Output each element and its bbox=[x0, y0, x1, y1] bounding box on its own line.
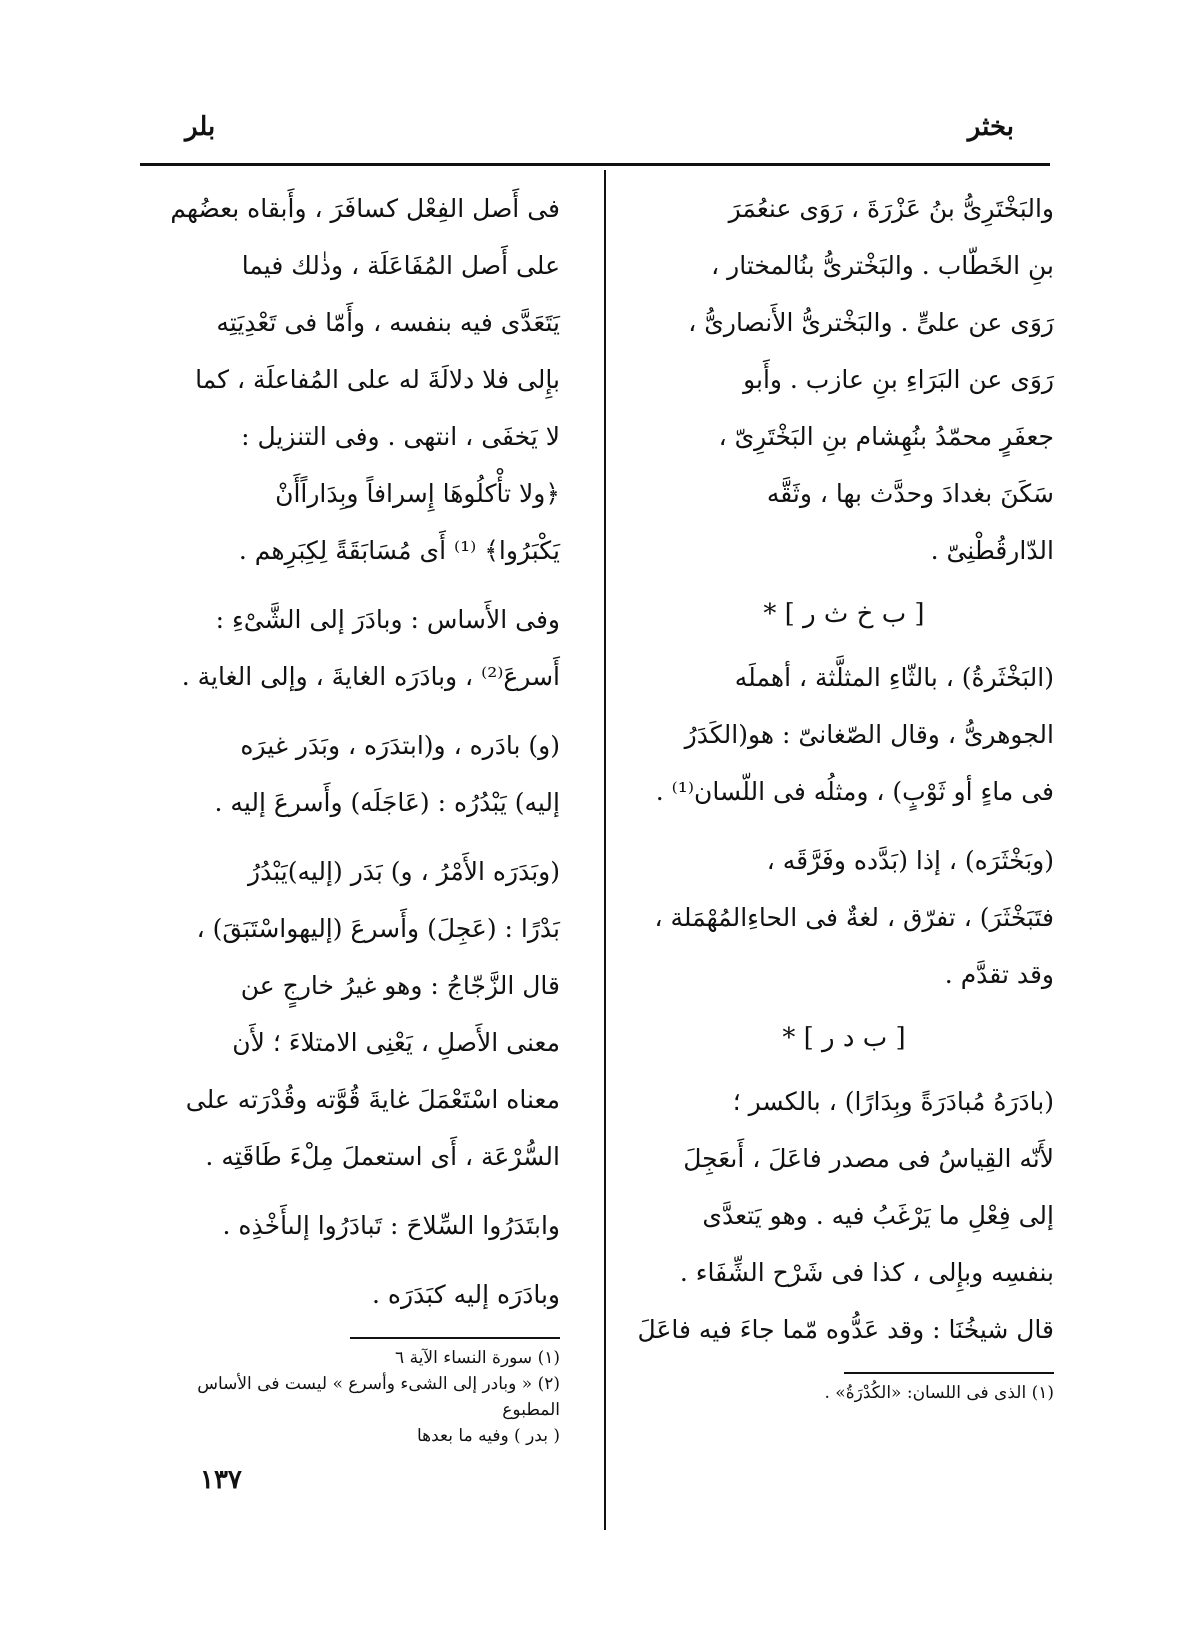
entry-asl-alfil: فى أَصل الفِعْل كسافَرَ ، وأَبقاه بعضُهم على أَصل المُفَاعَلَة ، وذٰلك فيما يَتَعَدَّى فيه بنفسه ، وأَمّا فى تَعْدِيَتِه بإِلى فلا دلالَةَ له على المُفاعلَة ، كما لا يَخفَى ، انتهى . وفى التنزيل : ﴿ولا تأْكلُوهَا إِسرافاً وبِدَاراًأَنْ يَكْبَرُوا﴾ ⁽¹⁾ أَى مُسَابَقَةً لِكِبَرِهم . bbox=[170, 194, 560, 565]
entry-bakhtharahu: (وبَخْثَرَه) ، إذا (بَدَّده وفَرَّقَه ، فتَبَخْثَرَ) ، تفرّق ، لغةٌ فى الحاءِالمُهْمَلة ، وقد تقدَّم . bbox=[654, 846, 1054, 989]
entry-ibtadaru-alsilah: وابتَدَرُوا السِّلاحَ : تَبادَرُوا إلىأَخْذِه . bbox=[222, 1211, 560, 1240]
entry-badarahu-ilayhi: وبادَرَه إليه كبَدَرَه . bbox=[372, 1280, 560, 1309]
column-divider bbox=[604, 170, 606, 1530]
entry-asas: وفى الأَساس : وبادَرَ إلى الشَّىْءِ : أَسرعَ⁽²⁾ ، وبادَرَه الغايةَ ، وإلى الغاية . bbox=[181, 605, 560, 691]
footnote-rule bbox=[844, 1372, 1054, 1374]
entry-heading-bkhthr: [ ب خ ث ر ] * bbox=[763, 599, 925, 629]
footnote: (١) الذى فى اللسان: «الكُدْرَةُ» . bbox=[824, 1383, 1054, 1403]
entry-badarahu-alamr: (وبَدَرَه الأَمْرُ ، و) بَدَر (إليه)يَبْدُرُ بَدْرًا : (عَجِلَ) وأَسرعَ (إليهواسْتَبَقَ) ، قال الزَّجّاجُ : وهو غيرُ خارجٍ عن معنى الأَصلِ ، يَعْنِى الامتلاءَ ؛ لأَن معناه اسْتَعْمَلَ غايةَ قُوَّته وقُدْرَته على السُّرْعَة ، أَى استعملَ مِلْءَ طَاقَتِه . bbox=[185, 857, 560, 1171]
footnote: (١) سورة النساء الآية ٦ bbox=[395, 1348, 560, 1368]
header-rule bbox=[140, 163, 1050, 166]
entry-ibtadarahu: (و) بادَره ، و(ابتدَرَه ، وبَدَر غيرَه إليه) يَبْدُرُه : (عَاجَلَه) وأَسرعَ إليه . bbox=[214, 731, 560, 817]
footnote-rule bbox=[350, 1337, 560, 1339]
running-head-right: بخثر bbox=[967, 112, 1014, 142]
entry-bakhthara: (البَخْثَرةُ) ، بالثّاءِ المثلَّثة ، أهملَه الجوهرىُّ ، وقال الصّغانىّ : هو(الكَدَرُ فى ماءٍ أو ثَوْبٍ) ، ومثلُه فى اللّسان⁽¹⁾ . bbox=[655, 663, 1054, 806]
footnote: (٢) « وبادر إلى الشىء وأسرع » ليست فى الأساس المطبوع ( بدر ) وفيه ما بعدها bbox=[197, 1374, 560, 1446]
running-head-left: بلر bbox=[185, 112, 216, 142]
entry-heading-bdr: [ ب د ر ] * bbox=[782, 1023, 906, 1053]
page-number: ١٣٧ bbox=[200, 1465, 242, 1495]
entry-badarahu: (بادَرَهُ مُبادَرَةً وبِدَارًا) ، بالكسر ؛ لأَنّه القِياسُ فى مصدر فاعَلَ ، أَىعَجِلَ إلى فِعْلِ ما يَرْغَبُ فيه . وهو يَتعدَّى بنفسِه وبإِلى ، كذا فى شَرْح الشِّفَاء . قال شيخُنَا : وقد عَدُّوه مّما جاءَ فيه فاعَلَ bbox=[637, 1087, 1054, 1344]
left-column bbox=[140, 180, 560, 1449]
right-column bbox=[634, 180, 1054, 1406]
entry-bakhtari-continued: والبَخْتَرِىُّ بنُ عَزْرَةَ ، رَوَى عنعُمَرَ بنِ الخَطّاب . والبَخْترىُّ بنُالمختار ، رَوَى عن علىٍّ . والبَخْترىُّ الأَنصارىُّ ، رَوَى عن البَرَاءِ بنِ عازب . وأَبو جعفَرٍ محمّدُ بنُهِشام بنِ البَخْتَرِىّ ، سَكَنَ بغدادَ وحدَّث بها ، وثَقَّه الدّارقُطْنِىّ . bbox=[688, 194, 1054, 565]
